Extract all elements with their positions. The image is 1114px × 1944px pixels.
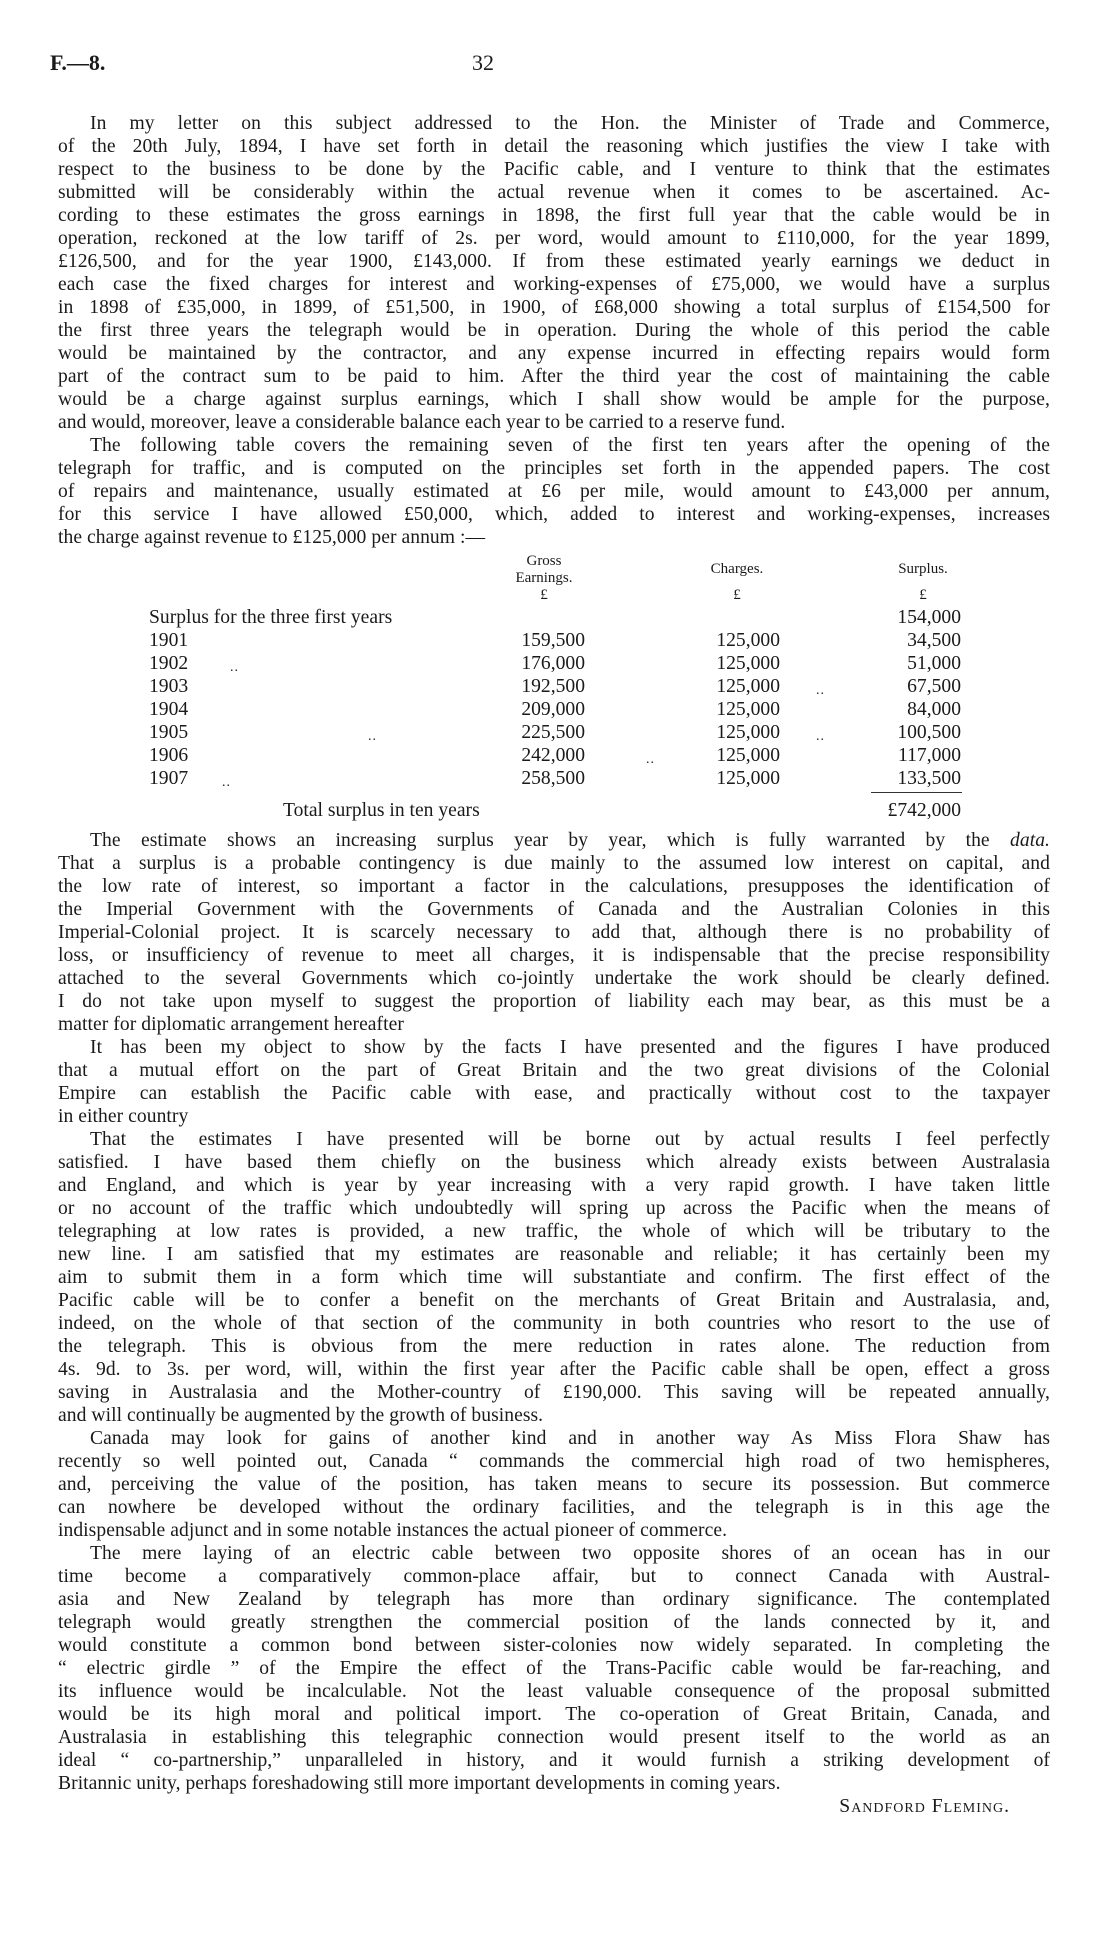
paragraph (58, 112, 1050, 434)
row-year: 1905 (149, 722, 189, 743)
row-year: 1902 (149, 653, 189, 674)
text-line: I do not take upon myself to suggest the proportion of liability each may bear, as this must be a (58, 991, 1050, 1012)
header-surplus-label: Surplus. (898, 561, 948, 577)
text-line: The estimate shows an increasing surplus year by year, which is fully warranted by the data. (90, 830, 1050, 851)
currency-symbol: £ (733, 587, 741, 603)
row-surplus: 100,500 (897, 722, 961, 743)
header-gross-line: Gross (526, 553, 562, 569)
text-line: matter for diplomatic arrangement hereafter (58, 1014, 404, 1035)
leader-dots: .. (816, 729, 825, 744)
header-earnings-line: Earnings. (515, 570, 573, 586)
text-line: and will continually be augmented by the growth of business. (58, 1405, 544, 1426)
row-surplus: 84,000 (907, 699, 961, 720)
text-line: “ electric girdle ” of the Empire the effect of the Trans-Pacific cable would be far-reaching, and (58, 1658, 1050, 1679)
row-gross-earnings: 176,000 (521, 653, 585, 674)
row-year: 1903 (149, 676, 189, 697)
text-line: the Imperial Government with the Governments of Canada and the Australian Colonies in this (58, 899, 1050, 920)
text-line: and England, and which is year by year increasing with a very rapid growth. I have taken little (58, 1175, 1050, 1196)
text-line: It has been my object to show by the facts I have presented and the figures I have produced (90, 1037, 1050, 1058)
text-line: respect to the business to be done by the Pacific cable, and I venture to think that the estimates (58, 159, 1050, 180)
text-line: and, perceiving the value of the position, has taken means to secure its possession. But commerce (58, 1474, 1050, 1495)
row-charges: 125,000 (716, 653, 780, 674)
row-surplus: 133,500 (897, 768, 961, 789)
paragraphs-before-table (58, 112, 1050, 549)
surplus-table (58, 549, 1050, 829)
text-line: would constitute a common bond between sister-colonies now widely separated. In completing the (58, 1635, 1050, 1656)
text-line: in either country (58, 1106, 189, 1127)
page-number: 32 (472, 50, 494, 75)
row-year: 1906 (149, 745, 189, 766)
paragraphs-after-table (58, 829, 1050, 1795)
text-line: Empire can establish the Pacific cable with ease, and practically without cost to the taxpayer (58, 1083, 1050, 1104)
leader-dots: .. (816, 683, 825, 698)
text-line: Britannic unity, perhaps foreshadowing still more important developments in coming years. (58, 1773, 781, 1794)
text-line: would be its high moral and political import. The co-operation of Great Britain, Canada, and (58, 1704, 1050, 1725)
text-line: the low rate of interest, so important a factor in the calculations, presupposes the identification of (58, 876, 1050, 897)
text-line: recently so well pointed out, Canada “ commands the commercial high road of two hemispheres, (58, 1451, 1050, 1472)
text-line: telegraphing at low rates is provided, a new traffic, the whole of which will be tributary to the (58, 1221, 1050, 1242)
paragraph (58, 829, 1050, 1036)
text-line: or no account of the traffic which undoubtedly will spring up across the Pacific when the means of (58, 1198, 1050, 1219)
text-line: submitted will be considerably within the actual revenue when it comes to be ascertained. Ac- (58, 182, 1050, 203)
text-line: each case the fixed charges for interest and working-expenses of £75,000, we would have a surplus (58, 274, 1050, 295)
text-line: indispensable adjunct and in some notable instances the actual pioneer of commerce. (58, 1520, 728, 1541)
total-label: Total surplus in ten years (283, 800, 480, 821)
leader-dots: .. (646, 752, 655, 767)
text-line: In my letter on this subject addressed to the Hon. the Minister of Trade and Commerce, (90, 113, 1050, 134)
row-charges: 125,000 (716, 630, 780, 651)
row-surplus: 34,500 (907, 630, 961, 651)
leader-dots: .. (230, 660, 239, 675)
header-surplus (873, 553, 973, 604)
paragraph (58, 1427, 1050, 1542)
text-line: asia and New Zealand by telegraph has more than ordinary significance. The contemplated (58, 1589, 1050, 1610)
text-line: That a surplus is a probable contingency is due mainly to the assumed low interest on capital, and (58, 853, 1050, 874)
text-line: that a mutual effort on the part of Great Britain and the two great divisions of the Colonial (58, 1060, 1050, 1081)
text-line: can nowhere be developed without the ordinary facilities, and the telegraph is in this age the (58, 1497, 1050, 1518)
row-surplus: 117,000 (898, 745, 961, 766)
text-line: aim to submit them in a form which time will substantiate and confirm. The first effect of the (58, 1267, 1050, 1288)
text-line: in 1898 of £35,000, in 1899, of £51,500, in 1900, of £68,000 showing a total surplus of £154,500 for (58, 297, 1050, 318)
text-line: ideal “ co-partnership,” unparalleled in history, and it would furnish a striking development of (58, 1750, 1050, 1771)
row-gross-earnings: 258,500 (521, 768, 585, 789)
row-gross-earnings: 209,000 (521, 699, 585, 720)
text-line: would be a charge against surplus earnings, which I shall show would be ample for the purpose, (58, 389, 1050, 410)
row-gross-earnings: 192,500 (521, 676, 585, 697)
text-line: Imperial-Colonial project. It is scarcely necessary to add that, although there is no probability of (58, 922, 1050, 943)
text-line: 4s. 9d. to 3s. per word, will, within the first year after the Pacific cable shall be open, effect a gross (58, 1359, 1050, 1380)
text-line: Canada may look for gains of another kind and in another way As Miss Flora Shaw has (90, 1428, 1050, 1449)
text-line: the first three years the telegraph would be in operation. During the whole of this period the cable (58, 320, 1050, 341)
text-line: for this service I have allowed £50,000, which, added to interest and working-expenses, increases (58, 504, 1050, 525)
row-gross-earnings: 242,000 (521, 745, 585, 766)
row-surplus: 51,000 (907, 653, 961, 674)
paragraph (58, 1036, 1050, 1128)
text-line: its influence would be incalculable. Not the least valuable consequence of the proposal submitted (58, 1681, 1050, 1702)
row-year: 1907 (149, 768, 189, 789)
text-line: new line. I am satisfied that my estimates are reasonable and reliable; it has certainly been my (58, 1244, 1050, 1265)
row-year: 1901 (149, 630, 189, 651)
text-line: The following table covers the remaining seven of the first ten years after the opening of the (90, 435, 1050, 456)
header-gross-earnings (494, 553, 594, 604)
text-line: telegraph would greatly strengthen the commercial position of the lands connected by it, and (58, 1612, 1050, 1633)
row-surplus: 67,500 (907, 676, 961, 697)
document-body (58, 112, 1050, 1818)
leader-dots: .. (368, 729, 377, 744)
header-charges-label: Charges. (710, 561, 764, 577)
text-line: That the estimates I have presented will be borne out by actual results I feel perfectly (90, 1129, 1050, 1150)
total-value: £742,000 (887, 800, 961, 821)
text-line: satisfied. I have based them chiefly on the business which already exists between Australasia (58, 1152, 1050, 1173)
row-gross-earnings: 225,500 (521, 722, 585, 743)
text-line: Australasia in establishing this telegraphic connection would present itself to the world as an (58, 1727, 1050, 1748)
currency-symbol: £ (919, 587, 927, 603)
text-line: saving in Australasia and the Mother-country of £190,000. This saving will be repeated annually, (58, 1382, 1050, 1403)
header-charges (687, 553, 787, 604)
paragraph (58, 434, 1050, 549)
text-line: telegraph for traffic, and is computed on the principles set forth in the appended papers. The cost (58, 458, 1050, 479)
text-line: of the 20th July, 1894, I have set forth in detail the reasoning which justifies the view I take with (58, 136, 1050, 157)
row-charges: 125,000 (716, 745, 780, 766)
leader-dots: .. (222, 775, 231, 790)
first-row-label: Surplus for the three first years (149, 607, 393, 628)
row-year: 1904 (149, 699, 189, 720)
text-line: The mere laying of an electric cable between two opposite shores of an ocean has in our (90, 1543, 1050, 1564)
paragraph (58, 1128, 1050, 1427)
total-rule (871, 792, 962, 793)
document-reference: F.—8. (50, 50, 106, 75)
text-line: time become a comparatively common-place affair, but to connect Canada with Austral- (58, 1566, 1050, 1587)
text-line: would be maintained by the contractor, and any expense incurred in effecting repairs would form (58, 343, 1050, 364)
row-charges: 125,000 (716, 699, 780, 720)
text-line: £126,500, and for the year 1900, £143,000. If from these estimated yearly earnings we deduct in (58, 251, 1050, 272)
text-line: the charge against revenue to £125,000 per annum :— (58, 527, 486, 548)
first-row-surplus: 154,000 (897, 607, 961, 628)
row-charges: 125,000 (716, 676, 780, 697)
paragraph (58, 1542, 1050, 1795)
signature: Sandford Fleming. (839, 1796, 1010, 1817)
text-line: attached to the several Governments which co-jointly undertake the work should be clearly defined. (58, 968, 1050, 989)
text-line: Pacific cable will be to confer a benefit on the merchants of Great Britain and Australasia, and, (58, 1290, 1050, 1311)
text-line: part of the contract sum to be paid to him. After the third year the cost of maintaining the cable (58, 366, 1050, 387)
row-charges: 125,000 (716, 722, 780, 743)
text-line: the telegraph. This is obvious from the mere reduction in rates alone. The reduction from (58, 1336, 1050, 1357)
text-line: of repairs and maintenance, usually estimated at £6 per mile, would amount to £43,000 per annum, (58, 481, 1050, 502)
row-gross-earnings: 159,500 (521, 630, 585, 651)
text-line: loss, or insufficiency of revenue to meet all charges, it is indispensable that the precise responsibility (58, 945, 1050, 966)
row-charges: 125,000 (716, 768, 780, 789)
text-line: cording to these estimates the gross earnings in 1898, the first full year that the cable would be in (58, 205, 1050, 226)
currency-symbol: £ (540, 587, 548, 603)
text-line: and would, moreover, leave a considerable balance each year to be carried to a reserve fund. (58, 412, 786, 433)
text-line: operation, reckoned at the low tariff of 2s. per word, would amount to £110,000, for the year 1899, (58, 228, 1050, 249)
text-line: indeed, on the whole of that section of the community in both countries who resort to the use of (58, 1313, 1050, 1334)
